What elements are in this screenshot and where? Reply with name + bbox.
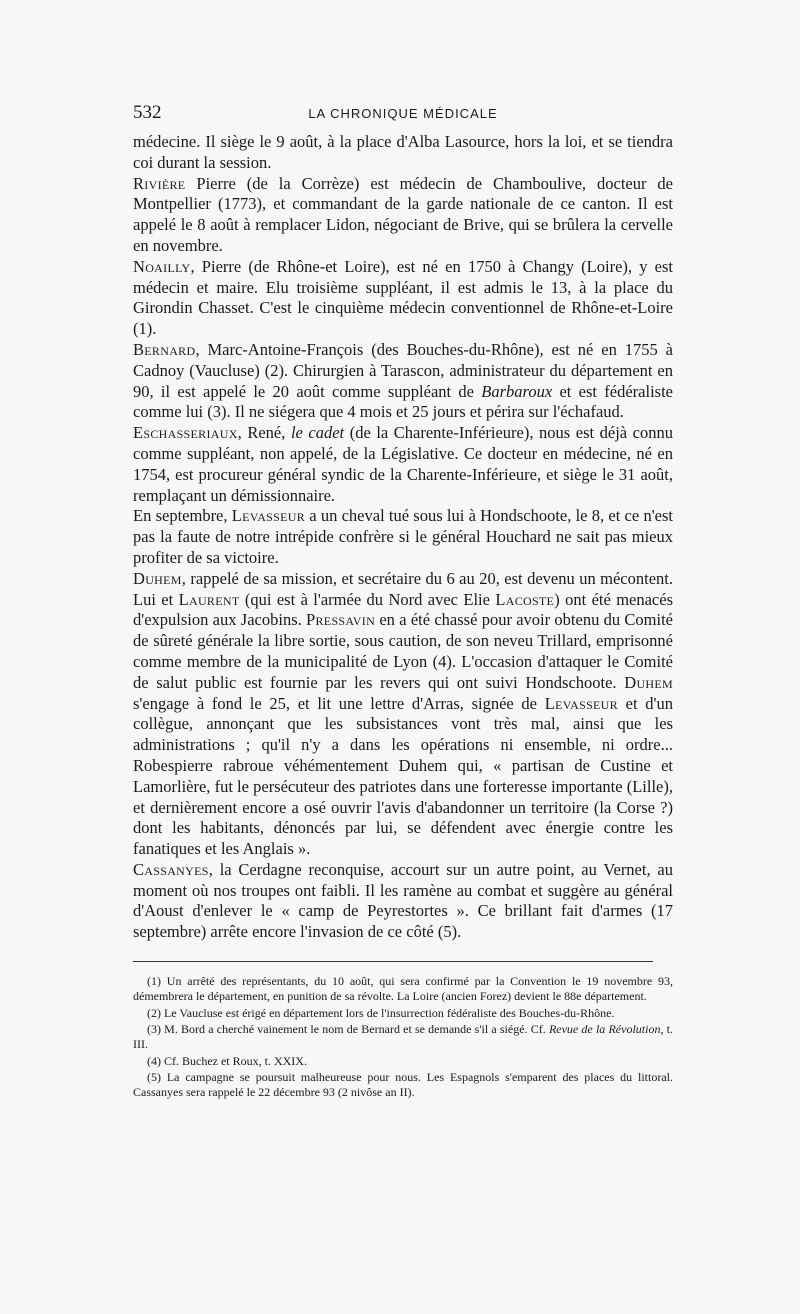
text-run: , t. III.	[133, 1021, 673, 1052]
text-run: , René,	[237, 423, 291, 443]
person-name: Eschasseriaux	[133, 423, 238, 443]
italic-text: le cadet	[290, 423, 345, 443]
person-name: Duhem	[133, 568, 182, 588]
text-run: s'engage à fond le 25, et lit une lettre d'Arras, signée de	[133, 693, 545, 713]
person-name: Bernard	[133, 339, 196, 359]
text-run: (de la Charente-Inférieure), nous est déjà connu comme suppléant, non appelé, de la Législative. Ce docteur en médecine, né en 1754, est procureur général syndic de la Charente-Inférieure, et siège le 31 août, remplaçant un démissionnaire.	[133, 423, 674, 505]
person-name: Lacoste	[495, 589, 555, 609]
paragraph	[133, 423, 673, 506]
paragraph	[133, 174, 673, 257]
footnote	[133, 974, 673, 1005]
person-name: Cassanyes	[133, 859, 209, 879]
text-run: , Pierre (de Rhône-et Loire), est né en 1750 à Changy (Loire), y est médecin et maire. Elu troisième suppléant, il est admis le 13, à la place du Girondin Chasset. C'est le cinquième médecin conventionnel de Rhône-et-Loire (1).	[133, 256, 673, 339]
text-run: En septembre,	[133, 506, 232, 526]
italic-text: Revue de la Révolution	[548, 1021, 661, 1036]
person-name: Levasseur	[231, 506, 306, 526]
paragraph	[133, 569, 673, 860]
person-name: Pressavin	[306, 610, 376, 630]
text-run: médecine. Il siège le 9 août, à la place d'Alba Lasource, hors la loi, et se tiendra coi durant la session.	[133, 132, 673, 172]
text-run: Pierre (de la Corrèze) est médecin de Chamboulive, docteur de Montpellier (1773), et commandant de la garde nationale de ce canton. Il est appelé le 8 août à remplacer Lidon, négociant de Brive, qui se brûlera la cervelle en novembre.	[133, 173, 673, 255]
person-name: Rivière	[133, 173, 186, 193]
page-header	[133, 102, 673, 132]
person-name: Duhem	[624, 672, 673, 692]
person-name: Noailly	[133, 256, 191, 276]
footnote	[133, 1022, 673, 1053]
text-run: , la Cerdagne reconquise, accourt sur un autre point, au Vernet, au moment où nos troupes ont faibli. Il les ramène au combat et suggère au général d'Aoust d'enlever le « camp de Peyrestortes ». Ce brillant fait d'armes (17 septembre) arrête encore l'invasion de ce côté (5).	[133, 859, 673, 942]
text-run: et est fédéraliste comme lui (3). Il ne siégera que 4 mois et 25 jours et périra sur l'échafaud.	[133, 381, 673, 422]
text-run: (4) Cf. Buchez et Roux, t. XXIX.	[147, 1053, 307, 1068]
italic-text: Barbaroux	[481, 381, 553, 401]
footnote	[133, 1054, 673, 1069]
text-run: (3) M. Bord a cherché vainement le nom de Bernard et se demande s'il a siégé. Cf.	[147, 1021, 549, 1036]
paragraph	[133, 860, 673, 943]
paragraph	[133, 340, 673, 423]
paragraph	[133, 257, 673, 340]
page-number: 532	[133, 102, 162, 123]
text-run: ) ont été menacés d'expulsion aux Jacobins.	[133, 589, 674, 630]
footnote-rule	[133, 961, 653, 962]
text-run: (1) Un arrêté des représentants, du 10 août, qui sera confirmé par la Convention le 19 novembre 93, démembrera le département, en punition de sa révolte. La Loire (ancien Forez) devient le 88e département.	[133, 974, 673, 1004]
footnotes	[133, 974, 673, 1100]
footnote	[133, 1070, 673, 1101]
text-run: (5) La campagne se poursuit malheureuse pour nous. Les Espagnols s'emparent des places du littoral. Cassanyes sera rappelé le 22 décembre 93 (2 nivôse an II).	[133, 1069, 673, 1100]
text-run: en a été chassé pour avoir obtenu du Comité de sûreté générale la libre sortie, sous caution, de son neveu Trillard, emprisonné comme membre de la municipalité de Lyon (4). L'occasion d'attaquer le Comité de salut public est fournie par les revers qui ont suivi Hondschoote.	[133, 610, 673, 692]
text-run: (2) Le Vaucluse est érigé en département lors de l'insurrection fédéraliste des Bouches-du-Rhône.	[147, 1005, 615, 1020]
running-title: LA CHRONIQUE MÉDICALE	[308, 106, 498, 121]
paragraph	[133, 132, 673, 174]
body-text	[133, 132, 673, 943]
text-run: , rappelé de sa mission, et secrétaire du 6 au 20, est devenu un mécontent. Lui et	[133, 568, 673, 609]
text-run: , Marc-Antoine-François (des Bouches-du-Rhône), est né en 1755 à Cadnoy (Vaucluse) (2). Chirurgien à Tarascon, administrateur du département en 90, il est appelé le 20 août comme suppléant de	[133, 339, 673, 401]
person-name: Levasseur	[544, 693, 618, 713]
page	[133, 102, 673, 1101]
text-run: (qui est à l'armée du Nord avec Elie	[239, 589, 496, 609]
text-run: a un cheval tué sous lui à Hondschoote, le 8, et ce n'est pas la faute de notre intrépide confrère si le général Houchard ne sait pas mieux profiter de sa victoire.	[133, 506, 673, 567]
footnote	[133, 1006, 673, 1021]
paragraph	[133, 506, 673, 568]
person-name: Laurent	[178, 589, 240, 609]
text-run: et d'un collègue, annonçant que les subsistances vont très mal, ainsi que les administrations ; qu'il n'y a dans les opérations ni ensemble, ni ordre... Robespierre rabroue véhémentement Duhem qui, « partisan de Custine et Lamorlière, fut le persécuteur des patriotes dans une forteresse importante (Lille), et dernièrement encore a osé ouvrir l'avis d'abandonner un territoire (la Corse ?) dont les habitants, dénoncés par lui, se défendent avec énergie contre les fanatiques et les Anglais ».	[133, 693, 673, 859]
